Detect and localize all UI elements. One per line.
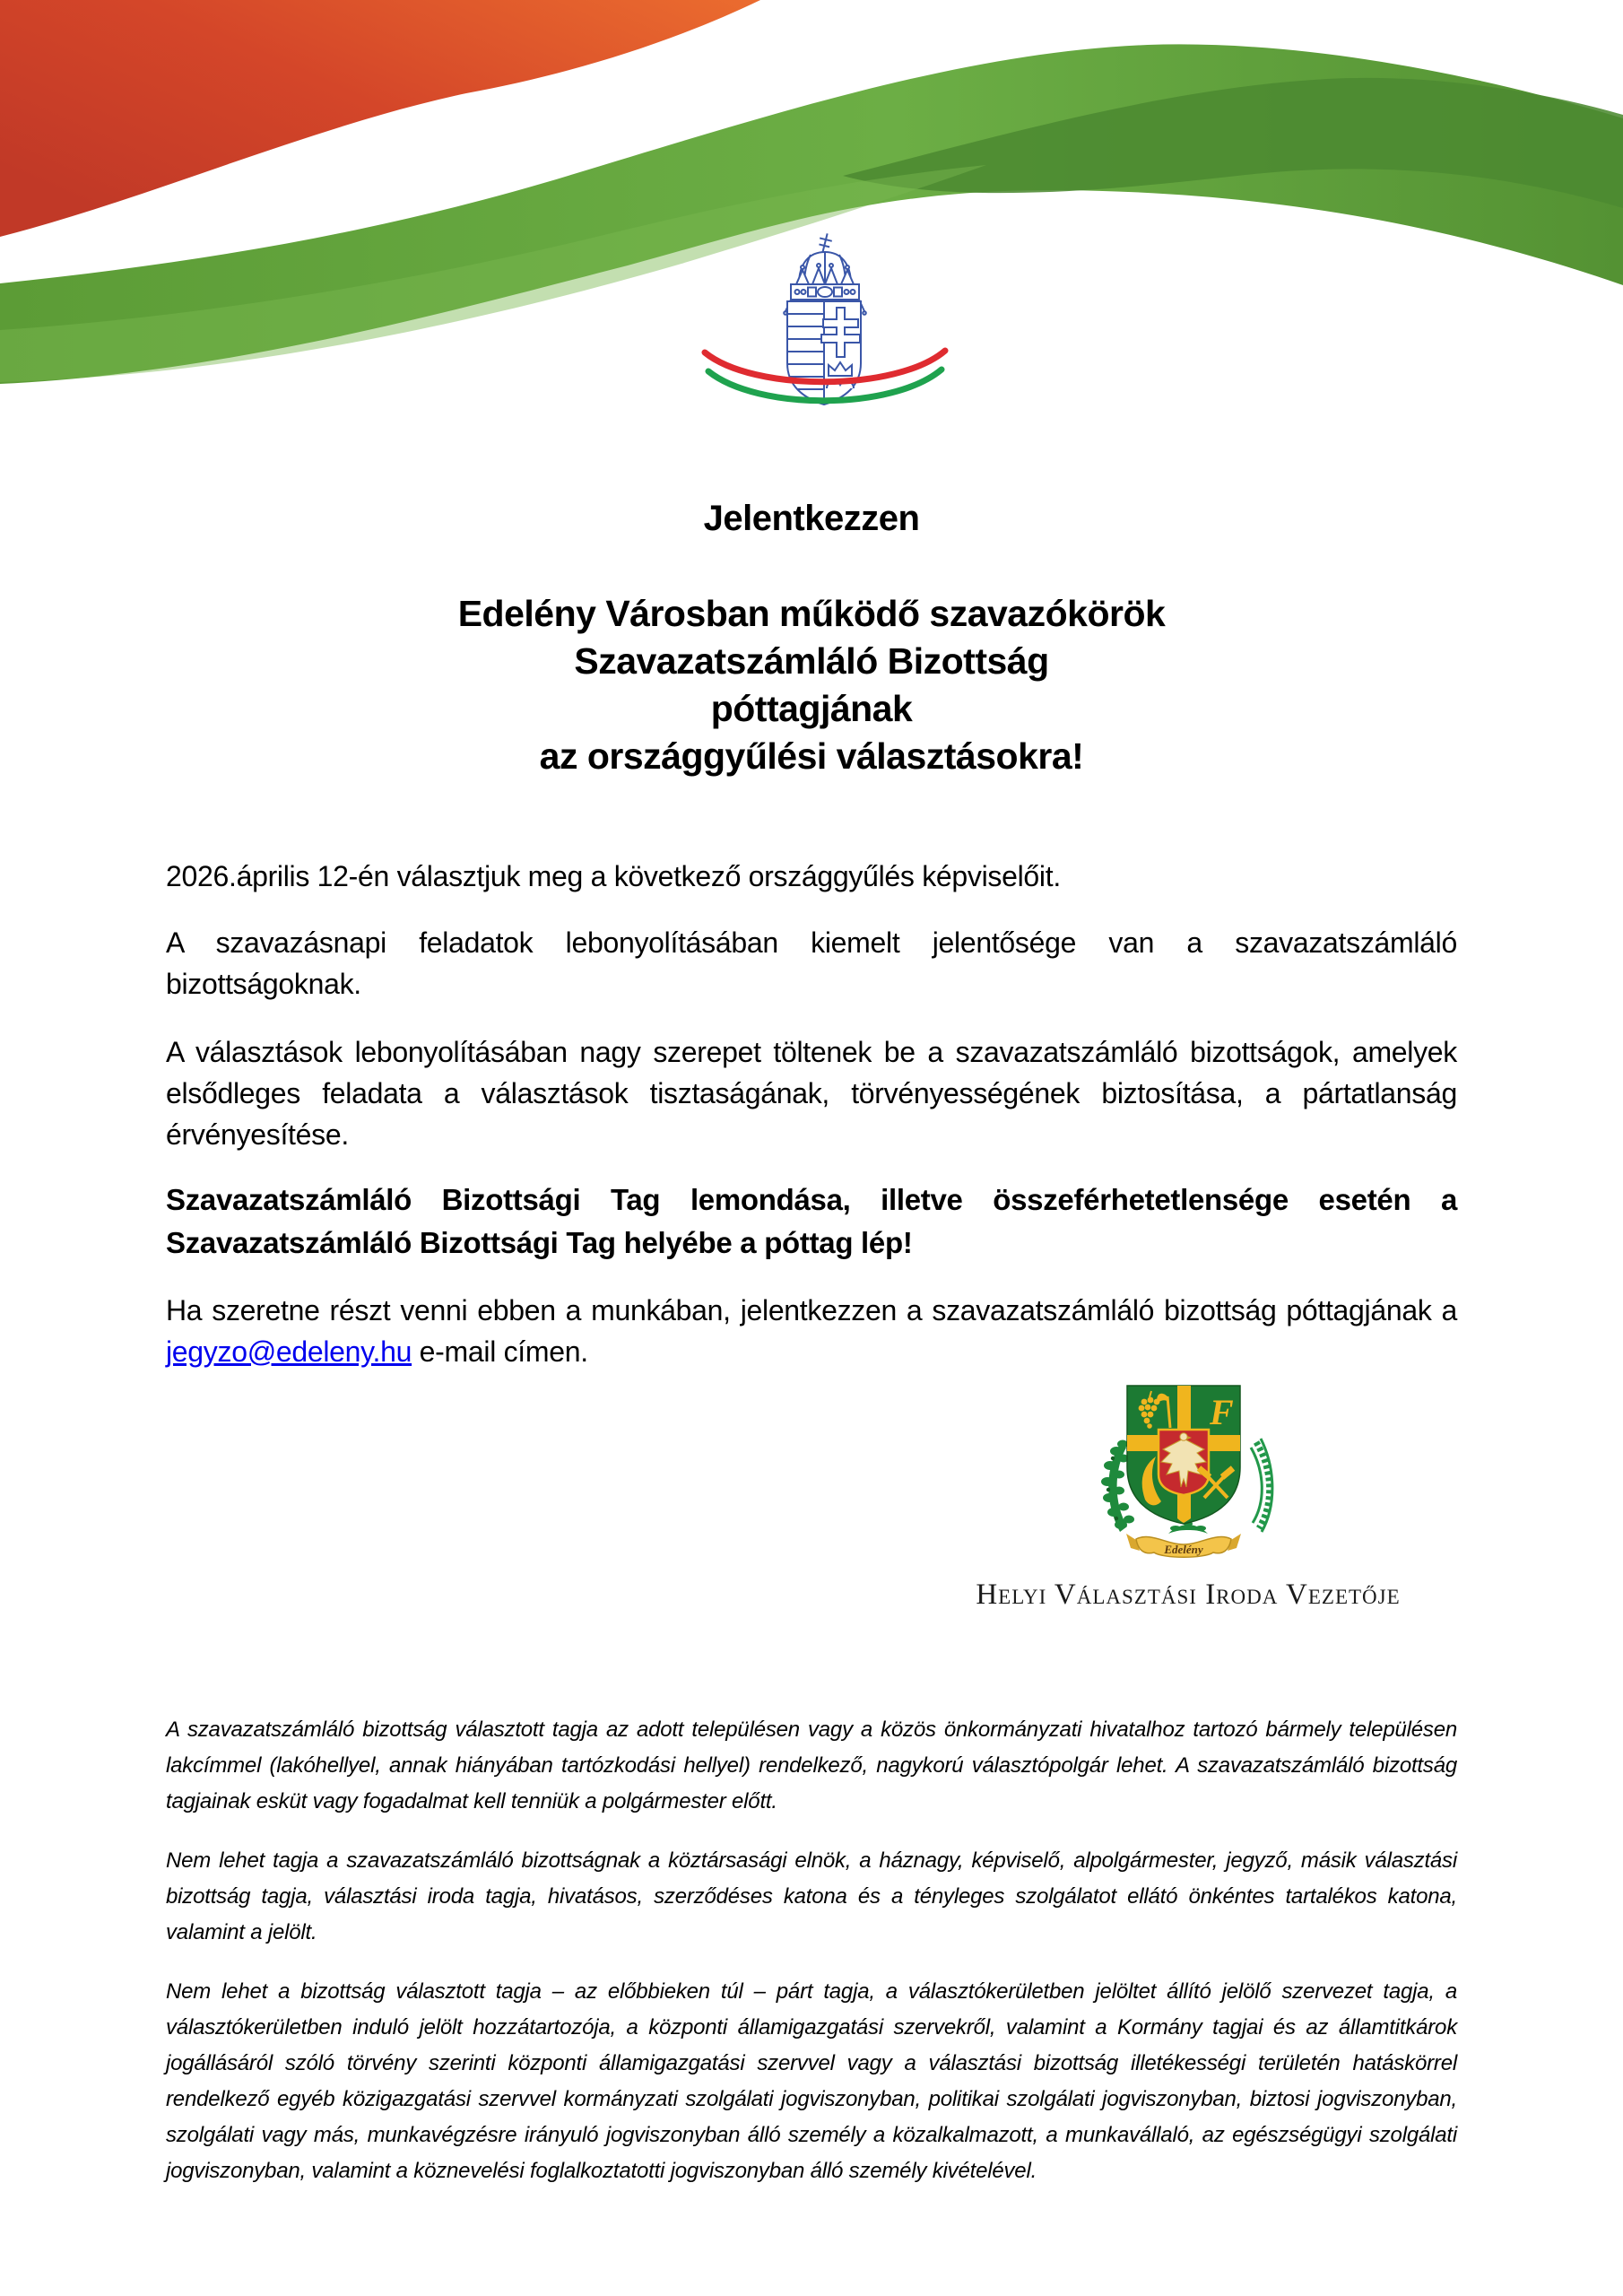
email-link[interactable]: jegyzo@edeleny.hu bbox=[166, 1335, 412, 1368]
arms-ribbon bbox=[1126, 1534, 1241, 1557]
paragraph-substitute-rule: Szavazatszámláló Bizottsági Tag lemondása, illetve összeférhetetlensége esetén a Szavazatszámláló Bizottsági Tag helyébe a póttag lép! bbox=[166, 1183, 1457, 1259]
legal-notes bbox=[166, 1712, 1457, 2189]
signature-block bbox=[928, 1378, 1448, 1612]
signature-caption: Helyi Választási Iroda Vezetője bbox=[976, 1578, 1401, 1611]
arms-ribbon-text: Edelény bbox=[1164, 1543, 1203, 1556]
apply-text-before: Ha szeretne részt venni ebben a munkában, jelentkezzen a szavazatszámláló bizottság póttagjának a bbox=[166, 1294, 1457, 1326]
paragraph-election-date: 2026.április 12-én választjuk meg a következő országgyűlés képviselőit. bbox=[166, 860, 1061, 892]
legal-note-eligibility: A szavazatszámláló bizottság választott tagja az adott településen vagy a közös önkormányzati hivatalhoz tartozó bármely településen lakcímmel (lakóhellyel, annak hiányában tartózkodási hellyel) rendelkező, nagykorú választópolgár lehet. A szavazatszámláló bizottság tagjainak esküt vagy fogadalmat kell tenniük a polgármester előtt. bbox=[166, 1718, 1457, 1813]
heading-line-3: póttagjának bbox=[710, 688, 913, 729]
heading-block bbox=[166, 590, 1457, 780]
legal-note-party-exclusions: Nem lehet a bizottság választott tagja – az előbbieken túl – párt tagja, a választókerületben jelöltet állító jelölő szervezet tagja, a választókerületben induló jelölt hozzátartozója, a központi államigazgatási szervekről, valamint a Kormány tagjai és az államtitkárok jogállásáról szóló törvény szerinti központi államigazgatási szervvel vagy a választási bizottság illetékességi területén hatáskörrel rendelkező egyéb közigazgatási szervvel kormányzati szolgálati jogviszonyban, politikai szolgálati jogviszonyban, biztosi jogviszonyban, szolgálati vagy más, munkavégzésre irányuló jogviszonyban álló személy a közalkalmazott, a munkavállaló, az egészségügyi szolgálati jogviszonyban, valamint a köznevelési foglalkoztatotti jogviszonyban álló személy kivételével. bbox=[166, 1979, 1457, 2183]
apply-text-after: e-mail címen. bbox=[412, 1335, 588, 1368]
paragraph-committee-role: A választások lebonyolításában nagy szerepet töltenek be a szavazatszámláló bizottságok, amelyek elsődleges feladata a választások tisztaságának, törvényességének biztosítása, a pártatlanság érvényesítése. bbox=[166, 1036, 1457, 1151]
legal-note-exclusions: Nem lehet tagja a szavazatszámláló bizottságnak a köztársasági elnök, a háznagy, képviselő, alpolgármester, jegyző, másik választási bizottság tagja, választási iroda tagja, hivatásos, szerződéses katona és a tényleges szolgálatot ellátó önkéntes tartalékos katona, valamint a jelölt. bbox=[166, 1848, 1457, 1944]
page-title: Jelentkezzen bbox=[703, 499, 920, 538]
heading-line-1: Edelény Városban működő szavazókörök bbox=[457, 593, 1166, 634]
hungary-coat-of-arms-logo bbox=[690, 227, 959, 420]
heading-line-4: az országgyűlési választásokra! bbox=[539, 735, 1084, 777]
heading-line-2: Szavazatszámláló Bizottság bbox=[574, 640, 1049, 682]
header bbox=[0, 0, 1623, 491]
edeleny-coat-of-arms bbox=[1098, 1378, 1278, 1566]
paragraph-committee-importance: A szavazásnapi feladatok lebonyolításában kiemelt jelentősége van a szavazatszámláló bizottságoknak. bbox=[166, 926, 1457, 1000]
arms-letter-f: F bbox=[1210, 1392, 1234, 1432]
wreath-palm-branch bbox=[1251, 1439, 1272, 1532]
paragraph-apply bbox=[166, 1290, 1457, 1372]
document-content bbox=[0, 498, 1623, 2189]
